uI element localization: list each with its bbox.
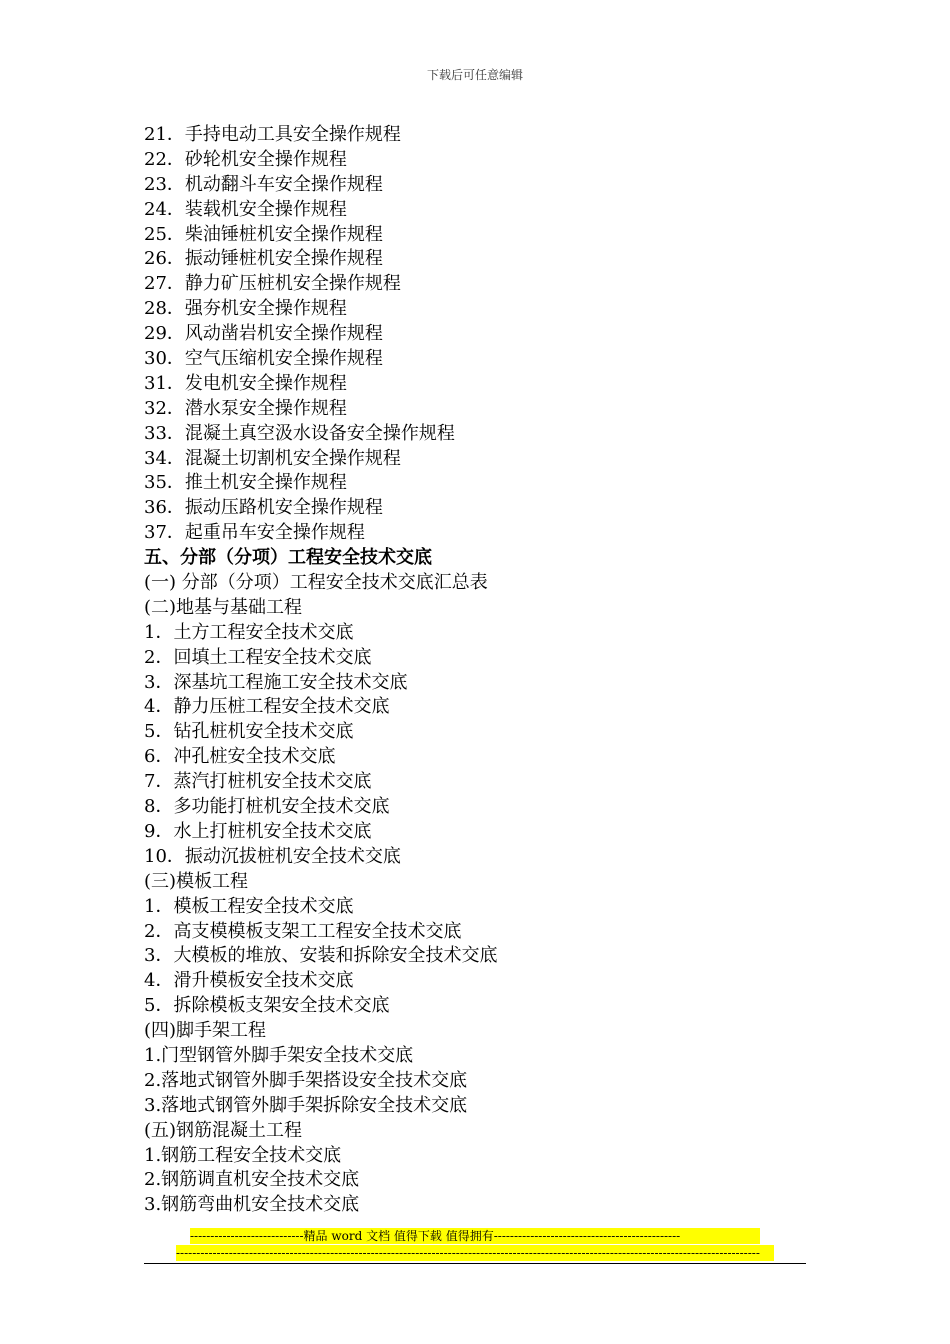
footer-banner-line-2: ------------------------------------------------------------------------------------------------------------------------------------------------ — [176, 1245, 774, 1261]
list-item: 29．风动凿岩机安全操作规程 — [144, 323, 383, 345]
list-item: (四)脚手架工程 — [144, 1020, 267, 1042]
list-item: 2.落地式钢管外脚手架搭设安全技术交底 — [144, 1069, 468, 1091]
list-item: 7．蒸汽打桩机安全技术交底 — [144, 771, 372, 793]
list-item: 23．机动翻斗车安全操作规程 — [144, 173, 383, 195]
list-item: 10．振动沉拔桩机安全技术交底 — [144, 845, 401, 867]
list-item: 36．振动压路机安全操作规程 — [144, 497, 383, 519]
list-item: 2．回填土工程安全技术交底 — [144, 646, 372, 668]
list-item: 32．潜水泵安全操作规程 — [144, 397, 347, 419]
list-item: 26．振动锤桩机安全操作规程 — [144, 248, 383, 270]
list-item: 8．多功能打桩机安全技术交底 — [144, 796, 390, 818]
list-item: (三)模板工程 — [144, 870, 249, 892]
list-item: 6．冲孔桩安全技术交底 — [144, 746, 336, 768]
list-item: 1．模板工程安全技术交底 — [144, 895, 354, 917]
list-item: 3．大模板的堆放、安装和拆除安全技术交底 — [144, 945, 498, 967]
list-item: 22．砂轮机安全操作规程 — [144, 148, 347, 170]
list-item: 3．深基坑工程施工安全技术交底 — [144, 671, 408, 693]
list-item: 3.落地式钢管外脚手架拆除安全技术交底 — [144, 1094, 468, 1116]
footer-banner-line-1: ----------------------------精品 word 文档 值得下载 值得拥有---------------------------------------------- — [190, 1228, 760, 1244]
list-item: 5．钻孔桩机安全技术交底 — [144, 721, 354, 743]
list-item: 1.门型钢管外脚手架安全技术交底 — [144, 1044, 414, 1066]
list-item: 24．装载机安全操作规程 — [144, 198, 347, 220]
list-item: 4．静力压桩工程安全技术交底 — [144, 696, 390, 718]
list-item: 3.钢筋弯曲机安全技术交底 — [144, 1194, 360, 1216]
list-item: 5．拆除模板支架安全技术交底 — [144, 995, 390, 1017]
footer-rule — [144, 1263, 806, 1264]
list-item: 31．发电机安全操作规程 — [144, 372, 347, 394]
list-item: (五)钢筋混凝土工程 — [144, 1119, 303, 1141]
list-item: 2．高支模模板支架工工程安全技术交底 — [144, 920, 462, 942]
list-item: (一) 分部（分项）工程安全技术交底汇总表 — [144, 572, 488, 594]
list-item: 28．强夯机安全操作规程 — [144, 298, 347, 320]
document-body — [144, 123, 824, 1218]
list-item: 37．起重吊车安全操作规程 — [144, 522, 365, 544]
list-item: 2.钢筋调直机安全技术交底 — [144, 1169, 360, 1191]
list-item: 1.钢筋工程安全技术交底 — [144, 1144, 342, 1166]
list-item: 35．推土机安全操作规程 — [144, 472, 347, 494]
list-item: 1．土方工程安全技术交底 — [144, 621, 354, 643]
list-item: 34．混凝土切割机安全操作规程 — [144, 447, 401, 469]
list-item: 30．空气压缩机安全操作规程 — [144, 348, 383, 370]
list-item: 33．混凝土真空汲水设备安全操作规程 — [144, 422, 455, 444]
list-item: 27．静力矿压桩机安全操作规程 — [144, 273, 401, 295]
list-item: 25．柴油锤桩机安全操作规程 — [144, 223, 383, 245]
list-item: 9．水上打桩机安全技术交底 — [144, 820, 372, 842]
list-item: 21．手持电动工具安全操作规程 — [144, 124, 401, 145]
section-heading: 五、分部（分项）工程安全技术交底 — [144, 547, 432, 569]
list-item: 4．滑升模板安全技术交底 — [144, 970, 354, 992]
list-item: (二)地基与基础工程 — [144, 596, 303, 618]
page-header: 下载后可任意编辑 — [426, 68, 523, 82]
